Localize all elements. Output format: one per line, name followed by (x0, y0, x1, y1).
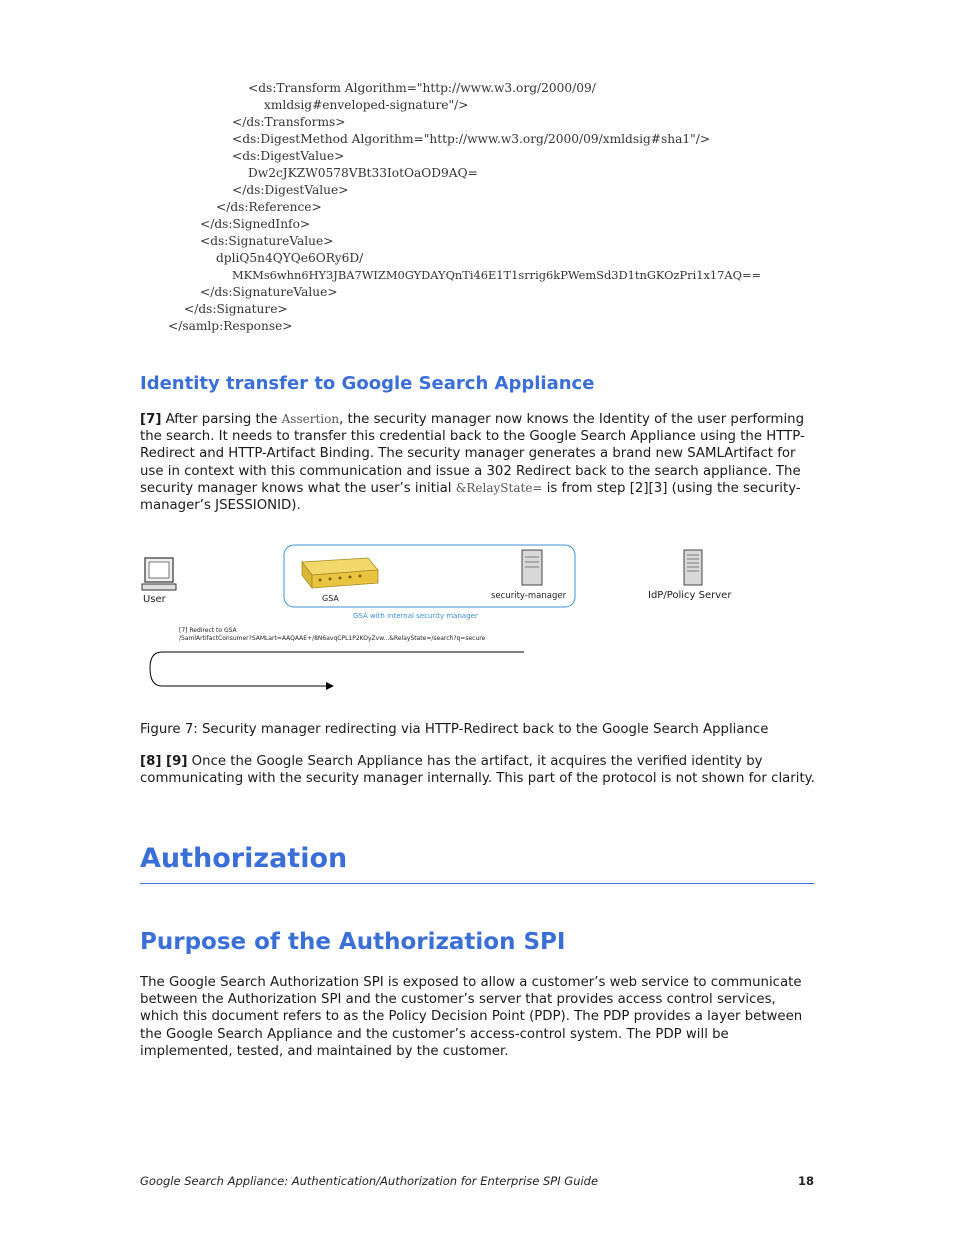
code-line: </samlp:Response> (168, 319, 293, 333)
security-manager-label: security-manager (491, 591, 567, 601)
paragraph-text: is from step [2][3] (using the security-manager’s JSESSIONID). (140, 480, 801, 514)
footer-title: Google Search Appliance: Authentication/Authorization for Enterprise SPI Guide (140, 1174, 599, 1188)
page-number: 18 (798, 1174, 815, 1188)
paragraph-text: After parsing the (161, 412, 282, 427)
diagram-graphic (130, 540, 810, 700)
authorization-heading: Authorization (140, 843, 348, 874)
code-line: <ds:SignatureValue> (200, 234, 334, 248)
step-7-paragraph (140, 411, 815, 514)
paragraph-text: Once the Google Search Appliance has the artifact, it acquires the verified identity by communicating with the security manager internally. This part of the protocol is not shown for clarity. (140, 754, 815, 787)
gsa-label: GSA (322, 594, 339, 603)
redirect-arrow (150, 652, 524, 686)
code-line: Dw2cJKZW0578VBt33IotOaOD9AQ= (248, 166, 478, 180)
user-label: User (143, 594, 166, 605)
identity-transfer-heading: Identity transfer to Google Search Appliance (140, 373, 595, 394)
heading-rule (140, 883, 814, 884)
security-manager-server-icon (522, 550, 542, 585)
code-inline: &RelayState= (455, 480, 543, 495)
code-inline: Assertion (281, 412, 340, 426)
code-line: </ds:Transforms> (232, 115, 346, 129)
purpose-heading: Purpose of the Authorization SPI (140, 929, 566, 955)
code-line: MKMs6whn6HY3JBA7WIZM0GYDAYQnTi46E1T1srrig6kPWemSd3D1tnGKOzPri1x17AQ== (232, 268, 762, 282)
step-8-9-paragraph (140, 753, 815, 787)
code-line: <ds:DigestMethod Algorithm="http://www.w3.org/2000/09/xmldsig#sha1"/> (232, 132, 711, 146)
paragraph-text: , the security manager now knows the Identity of the user performing the search. It needs to transfer this credential back to the Google Search Appliance using the HTTP-Redirect and HTTP-Artifact Binding. The security manager generates a brand new SAMLArtifact for use in context with this communication and issue a 302 Redirect back to the search appliance. The security manager knows what the user’s initial (140, 412, 805, 496)
idp-server-icon (684, 550, 702, 585)
gsa-appliance-icon (302, 558, 378, 588)
code-line: </ds:Signature> (184, 302, 288, 316)
code-line: xmldsig#enveloped-signature"/> (264, 98, 469, 112)
code-line: <ds:Transform Algorithm="http://www.w3.org/2000/09/ (248, 81, 596, 95)
step-title: [7] Redirect to GSA (179, 627, 237, 634)
code-line: </ds:SignatureValue> (200, 285, 338, 299)
code-line: </ds:DigestValue> (232, 183, 349, 197)
step-url: /SamlArtifactConsumer?SAMLart=AAQAAE+/8N6avqCPL1P2KOyZvw...&RelayState=/search?q=secure (179, 635, 486, 642)
code-line: dpliQ5n4QYQe6ORy6D/ (216, 251, 364, 265)
group-label: GSA with internal security manager (353, 612, 478, 620)
step-number: [7] (140, 412, 162, 427)
idp-label: IdP/Policy Server (648, 590, 732, 601)
step-number: [8] [9] (140, 754, 188, 769)
arrow-head (326, 682, 334, 690)
code-line: </ds:Reference> (216, 200, 322, 214)
sequence-diagram (130, 540, 810, 700)
figure-caption: Figure 7: Security manager redirecting via HTTP-Redirect back to the Google Search Appliance (140, 722, 769, 737)
purpose-paragraph: The Google Search Authorization SPI is exposed to allow a customer’s web service to communicate between the Authorization SPI and the customer’s server that provides access control services, which this document refers to as the Policy Decision Point (PDP). The PDP provides a layer between the Google Search Appliance and the customer’s access-control system. The PDP will be implemented, tested, and maintained by the customer. (140, 975, 803, 1059)
code-line: </ds:SignedInfo> (200, 217, 311, 231)
user-computer-icon (142, 558, 176, 590)
code-line: <ds:DigestValue> (232, 149, 345, 163)
